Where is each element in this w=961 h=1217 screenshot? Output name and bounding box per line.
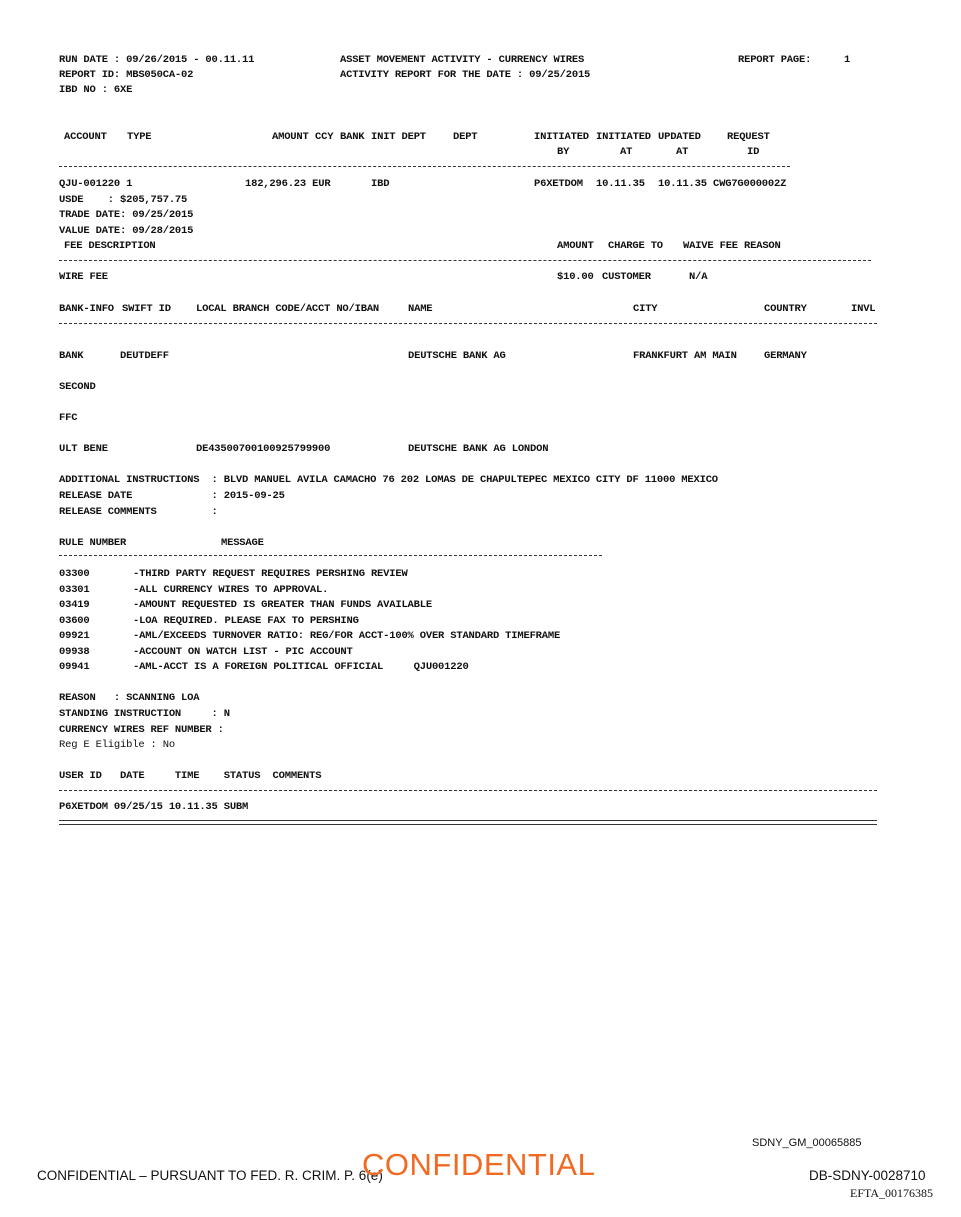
status-log-header: USER ID DATE TIME STATUS COMMENTS <box>59 770 322 782</box>
bank-col-local: LOCAL BRANCH CODE/ACCT NO/IBAN <box>196 303 380 315</box>
header-separator <box>59 166 790 167</box>
col-ccy: CCY <box>315 131 334 143</box>
bates-db-sdny: DB-SDNY-0028710 <box>809 1168 926 1183</box>
additional-instructions: ADDITIONAL INSTRUCTIONS : BLVD MANUEL AVILA CAMACHO 76 202 LOMAS DE CHAPULTEPEC MEXICO CITY DF 11000 MEXICO <box>59 474 718 486</box>
fee-separator <box>59 260 871 261</box>
rule-code: 09938 <box>59 646 90 658</box>
trade-date: TRADE DATE: 09/25/2015 <box>59 209 194 221</box>
rule-code: 03419 <box>59 599 90 611</box>
second-label: SECOND <box>59 381 96 393</box>
col-request-id-2: ID <box>747 146 760 158</box>
account-number: QJU-001220 1 <box>59 178 133 190</box>
bank-swift: DEUTDEFF <box>120 350 169 362</box>
rule-separator <box>59 555 602 556</box>
bank-col-swift: SWIFT ID <box>122 303 171 315</box>
col-initiated-by: INITIATED <box>534 131 589 143</box>
bank-name: DEUTSCHE BANK AG <box>408 350 506 362</box>
usde-amount: USDE : $205,757.75 <box>59 194 188 206</box>
report-id: REPORT ID: MBS050CA-02 <box>59 69 194 81</box>
rule-col-number: RULE NUMBER <box>59 537 127 549</box>
fee-col-charge-to: CHARGE TO <box>608 240 663 252</box>
col-type: TYPE <box>127 131 152 143</box>
run-date: RUN DATE : 09/26/2015 - 00.11.11 <box>59 54 255 66</box>
request-id: CWG7G000002Z <box>713 178 787 190</box>
bank-separator <box>59 323 877 324</box>
bank-col-name: NAME <box>408 303 433 315</box>
rule-code: 09921 <box>59 630 90 642</box>
initiated-by: P6XETDOM <box>534 178 583 190</box>
report-subtitle: ACTIVITY REPORT FOR THE DATE : 09/25/2015 <box>340 69 591 81</box>
fee-description: WIRE FEE <box>59 271 108 283</box>
bank-col-country: COUNTRY <box>764 303 807 315</box>
bank-city: FRANKFURT AM MAIN <box>633 350 737 362</box>
confidential-notice: CONFIDENTIAL – PURSUANT TO FED. R. CRIM. P. 6(e) <box>37 1168 383 1183</box>
standing-instruction: STANDING INSTRUCTION : N <box>59 708 230 720</box>
status-log-row: P6XETDOM 09/25/15 10.11.35 SUBM <box>59 801 249 813</box>
bank-country: GERMANY <box>764 350 807 362</box>
ult-bene-name: DEUTSCHE BANK AG LONDON <box>408 443 549 455</box>
bates-sdny-gm: SDNY_GM_00065885 <box>752 1137 862 1149</box>
ult-bene-label: ULT BENE <box>59 443 108 455</box>
fee-waive: N/A <box>689 271 708 283</box>
bank-col-invl: INVL <box>851 303 876 315</box>
col-initiated-by-2: BY <box>557 146 570 158</box>
rule-message: -AML-ACCT IS A FOREIGN POLITICAL OFFICIAL QJU001220 <box>133 661 469 673</box>
report-title: ASSET MOVEMENT ACTIVITY - CURRENCY WIRES <box>340 54 585 66</box>
reason: REASON : SCANNING LOA <box>59 692 200 704</box>
status-separator <box>59 790 877 791</box>
col-account: ACCOUNT <box>64 131 107 143</box>
fee-col-waive: WAIVE FEE REASON <box>683 240 781 252</box>
col-initiated-at: INITIATED <box>596 131 651 143</box>
end-of-report-rule <box>59 820 877 825</box>
fee-charge-to: CUSTOMER <box>602 271 651 283</box>
release-date: RELEASE DATE : 2015-09-25 <box>59 490 285 502</box>
page-number: 1 <box>844 54 851 66</box>
value-date: VALUE DATE: 09/28/2015 <box>59 225 194 237</box>
ibd-no: IBD NO : 6XE <box>59 84 133 96</box>
col-updated-at: UPDATED <box>658 131 701 143</box>
col-updated-at-2: AT <box>676 146 689 158</box>
ffc-label: FFC <box>59 412 78 424</box>
rule-col-message: MESSAGE <box>221 537 264 549</box>
fee-col-description: FEE DESCRIPTION <box>64 240 156 252</box>
rule-code: 03300 <box>59 568 90 580</box>
ult-bene-account: DE43500700100925799900 <box>196 443 331 455</box>
rule-code: 03301 <box>59 584 90 596</box>
bank-col-city: CITY <box>633 303 658 315</box>
bank-label: BANK <box>59 350 84 362</box>
rule-message: -ACCOUNT ON WATCH LIST - PIC ACCOUNT <box>133 646 353 658</box>
col-bank: BANK <box>340 131 365 143</box>
rule-message: -AML/EXCEEDS TURNOVER RATIO: REG/FOR ACCT-100% OVER STANDARD TIMEFRAME <box>133 630 561 642</box>
col-request-id: REQUEST <box>727 131 770 143</box>
rule-code: 09941 <box>59 661 90 673</box>
bank-col-info: BANK-INFO <box>59 303 114 315</box>
page-label: REPORT PAGE: <box>738 54 812 66</box>
col-initiated-at-2: AT <box>620 146 633 158</box>
rule-code: 03600 <box>59 615 90 627</box>
currency-wires-ref: CURRENCY WIRES REF NUMBER : <box>59 724 224 736</box>
rule-message: -AMOUNT REQUESTED IS GREATER THAN FUNDS AVAILABLE <box>133 599 432 611</box>
confidential-stamp: CONFIDENTIAL <box>362 1147 596 1182</box>
rule-message: -LOA REQUIRED. PLEASE FAX TO PERSHING <box>133 615 359 627</box>
release-comments: RELEASE COMMENTS : <box>59 506 218 518</box>
col-dept: DEPT <box>453 131 478 143</box>
initiated-at: 10.11.35 <box>596 178 645 190</box>
updated-at: 10.11.35 <box>658 178 707 190</box>
init-dept: IBD <box>371 178 390 190</box>
rule-message: -ALL CURRENCY WIRES TO APPROVAL. <box>133 584 329 596</box>
fee-col-amount: AMOUNT <box>557 240 594 252</box>
amount-ccy: 182,296.23 EUR <box>245 178 331 190</box>
col-amount: AMOUNT <box>272 131 309 143</box>
fee-amount: $10.00 <box>557 271 594 283</box>
bates-efta: EFTA_00176385 <box>850 1186 934 1200</box>
col-init-dept: INIT DEPT <box>371 131 426 143</box>
reg-e-eligible: Reg E Eligible : No <box>59 739 175 751</box>
rule-message: -THIRD PARTY REQUEST REQUIRES PERSHING REVIEW <box>133 568 408 580</box>
